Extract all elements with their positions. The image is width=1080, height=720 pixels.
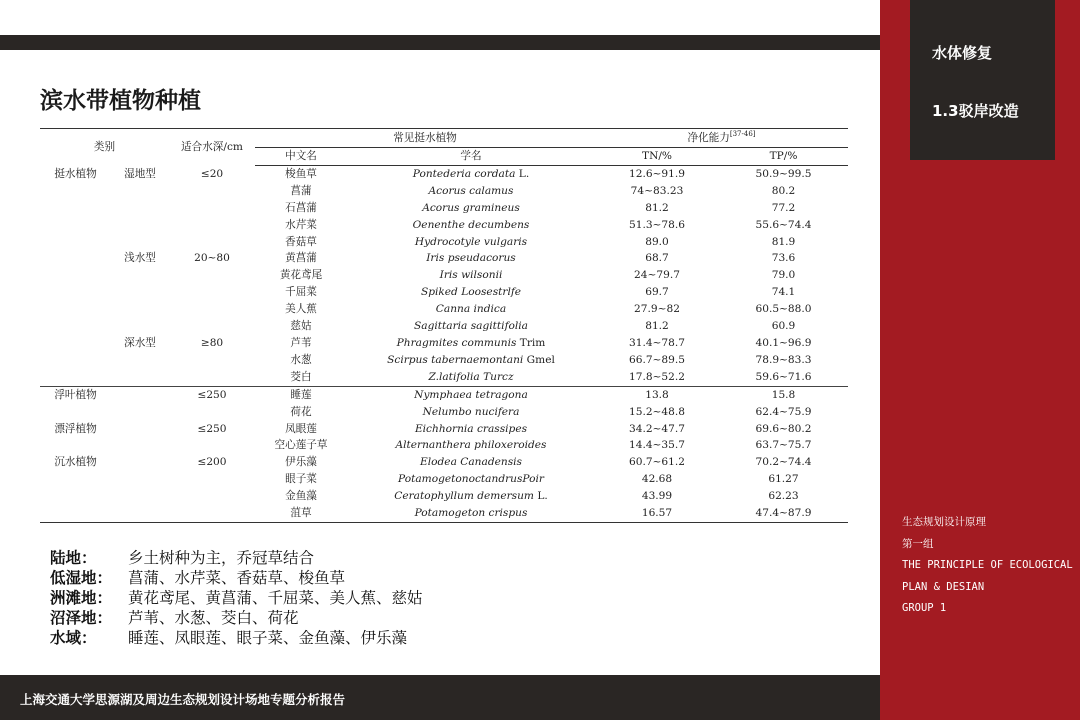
table-row [40, 352, 848, 369]
cell-tp: 62.4~75.9 [755, 405, 812, 418]
cell-depth [169, 437, 255, 454]
cell-category [40, 217, 111, 234]
cell-tn: 68.7 [645, 252, 669, 265]
cell-chinese-name: 黄菖蒲 [285, 252, 317, 265]
scientific-name-italic: Hydrocotyle vulgaris [414, 235, 528, 248]
summary-text: 黄花鸢尾、黄菖蒲、千屈菜、美人蕉、慈姑 [128, 589, 423, 607]
cell-tp: 60.9 [771, 320, 796, 333]
cell-scientific-name [347, 234, 595, 251]
cell-category [40, 335, 111, 352]
scientific-name-authority: Gmel [523, 353, 555, 366]
scientific-name-italic: Ceratophyllum demersum [394, 490, 534, 503]
cell-tp: 77.2 [771, 201, 796, 214]
table-row [40, 301, 848, 318]
cell-tp: 62.23 [768, 490, 799, 503]
cell-subtype [111, 369, 169, 386]
cell-depth: ≤250 [169, 386, 255, 403]
cell-tp: 61.27 [768, 473, 799, 486]
cell-chinese-name: 茭白 [290, 370, 312, 383]
cell-chinese-name: 空心莲子草 [274, 439, 328, 452]
cell-scientific-name [347, 217, 595, 234]
cell-tn: 15.2~48.8 [628, 405, 686, 418]
cell-category: 沉水植物 [54, 456, 97, 469]
summary-text: 菖蒲、水芹菜、香菇草、梭鱼草 [128, 569, 346, 587]
cell-category [40, 318, 111, 335]
cell-subtype [111, 454, 169, 471]
cell-chinese-name: 慈姑 [290, 320, 312, 333]
cell-chinese-name: 香菇草 [285, 235, 317, 248]
cell-chinese-name: 菖蒲 [290, 184, 312, 197]
cell-chinese-name: 石菖蒲 [285, 201, 317, 214]
cell-depth [169, 234, 255, 251]
cell-tn: 81.2 [645, 201, 669, 214]
cell-subtype [111, 437, 169, 454]
cell-depth [169, 488, 255, 505]
summary-label: 陆地： [50, 549, 97, 567]
cell-depth: ≤200 [197, 456, 227, 469]
cell-category [40, 200, 111, 217]
cell-category: 漂浮植物 [54, 422, 97, 435]
cell-category [40, 352, 111, 369]
footer-bar [0, 675, 880, 720]
cell-chinese-name: 凤眼莲 [285, 422, 317, 435]
cell-depth [169, 183, 255, 200]
nav-item-bank-renovation[interactable]: 1.3驳岸改造 [932, 102, 1019, 120]
cell-tp: 47.4~87.9 [719, 505, 848, 522]
cell-tp: 55.6~74.4 [755, 218, 812, 231]
scientific-name-italic: Z.latifolia Turcz [428, 370, 514, 383]
cell-category [40, 183, 111, 200]
cell-chinese-name: 金鱼藻 [285, 490, 317, 503]
cell-depth [169, 267, 255, 284]
top-header-bar [0, 35, 880, 50]
cell-chinese-name: 黄花鸢尾 [279, 269, 323, 282]
cell-scientific-name [347, 165, 595, 182]
scientific-name-italic: Acorus gramineus [422, 201, 520, 214]
cell-tn: 31.4~78.7 [628, 336, 686, 349]
cell-subtype [111, 284, 169, 301]
cell-subtype [111, 404, 169, 421]
cell-tp: 63.7~75.7 [755, 439, 812, 452]
cell-scientific-name [347, 437, 595, 454]
cell-category [40, 404, 111, 421]
summary-label: 洲滩地： [50, 589, 113, 607]
summary-label: 水域： [50, 629, 97, 647]
cell-tp: 59.6~71.6 [755, 370, 812, 383]
cell-subtype [111, 234, 169, 251]
scientific-name-italic: Elodea Canadensis [420, 456, 522, 469]
cell-tn: 16.57 [595, 505, 719, 522]
summary-label: 沼泽地： [50, 609, 113, 627]
scientific-name-italic: Spiked Loosestrlfe [420, 286, 522, 299]
cell-tn: 12.6~91.9 [628, 167, 686, 180]
section-nav-box [910, 0, 1055, 160]
cell-subtype [111, 267, 169, 284]
cell-subtype [111, 421, 169, 438]
header-purification [595, 129, 848, 148]
scientific-name-italic: Eichhornia crassipes [414, 422, 528, 435]
header-tn: TN/% [595, 148, 719, 166]
header-depth: 适合水深/cm [169, 129, 255, 166]
cell-subtype [111, 471, 169, 488]
cell-subtype: 湿地型 [124, 167, 156, 180]
cell-chinese-name: 千屈菜 [285, 286, 317, 299]
header-category: 类别 [40, 129, 169, 166]
cell-scientific-name [347, 488, 595, 505]
table-row [40, 284, 848, 301]
page-title: 滨水带植物种植 [40, 88, 201, 114]
cell-depth [169, 404, 255, 421]
cell-depth: ≥80 [200, 336, 224, 349]
cell-depth: ≤250 [197, 422, 227, 435]
cell-tn: 81.2 [645, 320, 669, 333]
table-row [40, 335, 848, 352]
cell-tp: 80.2 [771, 184, 796, 197]
scientific-name-italic: Scirpus tabernaemontani [387, 353, 524, 366]
cell-depth [169, 369, 255, 386]
course-title-en-line1: THE PRINCIPLE OF ECOLOGICAL [902, 559, 1073, 571]
cell-depth: 20~80 [194, 252, 230, 265]
cell-tn: 17.8~52.2 [628, 370, 686, 383]
cell-tp: 74.1 [771, 286, 796, 299]
cell-chinese-name: 伊乐藻 [285, 456, 317, 469]
cell-chinese-name: 梭鱼草 [285, 167, 317, 180]
footer-text: 上海交通大学思源湖及周边生态规划设计场地专题分析报告 [20, 692, 346, 707]
table-row [40, 165, 848, 182]
cell-category [40, 488, 111, 505]
cell-scientific-name [347, 284, 595, 301]
cell-category: 浮叶植物 [40, 386, 111, 403]
cell-category [40, 505, 111, 522]
cell-scientific-name [347, 250, 595, 267]
cell-depth [169, 217, 255, 234]
cell-depth: ≤20 [200, 167, 224, 180]
summary-label: 低湿地： [50, 569, 113, 587]
header-purification-label: 净化能力 [687, 132, 730, 144]
cell-tp: 40.1~96.9 [755, 336, 812, 349]
header-common-plants: 常见挺水植物 [255, 129, 595, 148]
cell-tn: 14.4~35.7 [628, 439, 686, 452]
group-label-en: GROUP 1 [902, 602, 947, 614]
group-label-cn: 第一组 [902, 537, 934, 550]
scientific-name-italic: Potamogeton crispus [414, 507, 528, 520]
header-scientific-name: 学名 [347, 148, 595, 166]
cell-chinese-name: 水葱 [290, 353, 312, 366]
cell-scientific-name [347, 386, 595, 403]
plant-purification-table [40, 128, 848, 523]
scientific-name-italic: Nymphaea tetragona [414, 388, 528, 401]
cell-subtype [111, 505, 169, 522]
cell-tn: 66.7~89.5 [628, 353, 686, 366]
scientific-name-italic: Phragmites communis [396, 336, 517, 349]
cell-tn: 60.7~61.2 [628, 456, 686, 469]
cell-tn: 42.68 [641, 473, 673, 486]
cell-tp: 69.6~80.2 [755, 422, 812, 435]
right-sidebar [880, 0, 1080, 720]
course-title-en-line2: PLAN & DESIAN [902, 580, 985, 593]
cell-chinese-name: 菹草 [255, 505, 347, 522]
cell-subtype [111, 488, 169, 505]
table-row [40, 505, 848, 522]
cell-depth [169, 352, 255, 369]
cell-scientific-name [347, 421, 595, 438]
table-row [40, 471, 848, 488]
cell-scientific-name [347, 318, 595, 335]
cell-tn: 24~79.7 [634, 269, 680, 282]
cell-subtype [111, 183, 169, 200]
header-tp: TP/% [719, 148, 848, 166]
scientific-name-italic: Sagittaria sagittifolia [414, 320, 528, 333]
cell-depth [169, 301, 255, 318]
cell-chinese-name: 美人蕉 [285, 303, 317, 316]
cell-depth [169, 471, 255, 488]
cell-tn: 74~83.23 [630, 184, 684, 197]
table-row [40, 454, 848, 471]
cell-scientific-name [347, 335, 595, 352]
cell-category [40, 250, 111, 267]
cell-scientific-name [347, 454, 595, 471]
table-row [40, 386, 848, 403]
cell-chinese-name: 芦苇 [290, 336, 312, 349]
table-row [40, 404, 848, 421]
cell-tp: 70.2~74.4 [755, 456, 812, 469]
cell-tp: 79.0 [771, 269, 796, 282]
table-row [40, 318, 848, 335]
course-title-cn: 生态规划设计原理 [902, 516, 986, 528]
cell-scientific-name [347, 352, 595, 369]
cell-chinese-name: 水芹菜 [285, 218, 317, 231]
cell-tp: 15.8 [719, 386, 848, 403]
table-row [40, 488, 848, 505]
cell-scientific-name [347, 267, 595, 284]
cell-subtype [111, 217, 169, 234]
cell-tp: 60.5~88.0 [755, 303, 812, 316]
table-row [40, 250, 848, 267]
scientific-name-italic: Iris wilsonii [439, 269, 503, 282]
cell-tn: 27.9~82 [634, 303, 680, 316]
scientific-name-authority: Trim [516, 336, 546, 349]
cell-scientific-name [347, 404, 595, 421]
cell-category [40, 267, 111, 284]
cell-tp: 50.9~99.5 [755, 167, 812, 180]
cell-category [40, 301, 111, 318]
cell-subtype [111, 318, 169, 335]
cell-subtype: 浅水型 [124, 252, 156, 265]
cell-tn: 89.0 [645, 235, 669, 248]
scientific-name-italic: Pontederia cordata [412, 167, 516, 180]
cell-scientific-name [347, 471, 595, 488]
cell-tn: 34.2~47.7 [628, 422, 686, 435]
table-row [40, 369, 848, 386]
cell-depth [169, 318, 255, 335]
summary-text: 芦苇、水葱、茭白、荷花 [128, 609, 299, 627]
header-purification-ref: [37-46] [729, 130, 756, 138]
table-row [40, 183, 848, 200]
cell-tn: 69.7 [645, 286, 669, 299]
cell-tp: 81.9 [771, 235, 796, 248]
cell-depth [169, 284, 255, 301]
table-row [40, 421, 848, 438]
summary-text: 睡莲、凤眼莲、眼子菜、金鱼藻、伊乐藻 [128, 629, 408, 647]
table-row [40, 200, 848, 217]
cell-chinese-name: 睡莲 [255, 386, 347, 403]
cell-tn: 13.8 [595, 386, 719, 403]
table-row [40, 437, 848, 454]
cell-subtype [111, 301, 169, 318]
scientific-name-italic: Nelumbo nucifera [422, 405, 520, 418]
scientific-name-italic: Alternanthera philoxeroides [395, 439, 547, 452]
scientific-name-italic: Iris pseudacorus [426, 252, 516, 265]
scientific-name-italic: Acorus calamus [428, 184, 514, 197]
cell-scientific-name [347, 183, 595, 200]
table-row [40, 234, 848, 251]
table-body [40, 165, 848, 522]
cell-chinese-name: 荷花 [290, 405, 312, 418]
cell-subtype [111, 386, 169, 403]
cell-category [40, 437, 111, 454]
cell-scientific-name [347, 200, 595, 217]
scientific-name-italic: Canna indica [435, 303, 507, 316]
scientific-name-italic: PotamogetonoctandrusPoir [398, 473, 544, 486]
cell-tp: 78.9~83.3 [755, 353, 812, 366]
scientific-name-authority: L. [515, 167, 530, 180]
table-row [40, 267, 848, 284]
cell-scientific-name [347, 369, 595, 386]
table-row [40, 217, 848, 234]
summary-text: 乡土树种为主，乔冠草结合 [128, 549, 315, 567]
nav-item-water-restoration[interactable]: 水体修复 [932, 44, 993, 62]
scientific-name-authority: L. [533, 490, 548, 503]
cell-subtype: 深水型 [124, 336, 156, 349]
cell-category [40, 369, 111, 386]
cell-depth [169, 505, 255, 522]
cell-chinese-name: 眼子菜 [285, 473, 317, 486]
cell-category: 挺水植物 [54, 167, 97, 180]
cell-scientific-name [347, 505, 595, 522]
cell-scientific-name [347, 301, 595, 318]
cell-category [40, 284, 111, 301]
table-header-row-1 [40, 129, 848, 148]
header-chinese-name: 中文名 [255, 148, 347, 166]
cell-subtype [111, 200, 169, 217]
cell-tn: 51.3~78.6 [628, 218, 686, 231]
cell-tp: 73.6 [771, 252, 796, 265]
cell-subtype [111, 352, 169, 369]
cell-tn: 43.99 [641, 490, 673, 503]
course-info [902, 512, 1073, 620]
cell-category [40, 234, 111, 251]
cell-category [40, 471, 111, 488]
cell-depth [169, 200, 255, 217]
scientific-name-italic: Oenenthe decumbens [412, 218, 530, 231]
